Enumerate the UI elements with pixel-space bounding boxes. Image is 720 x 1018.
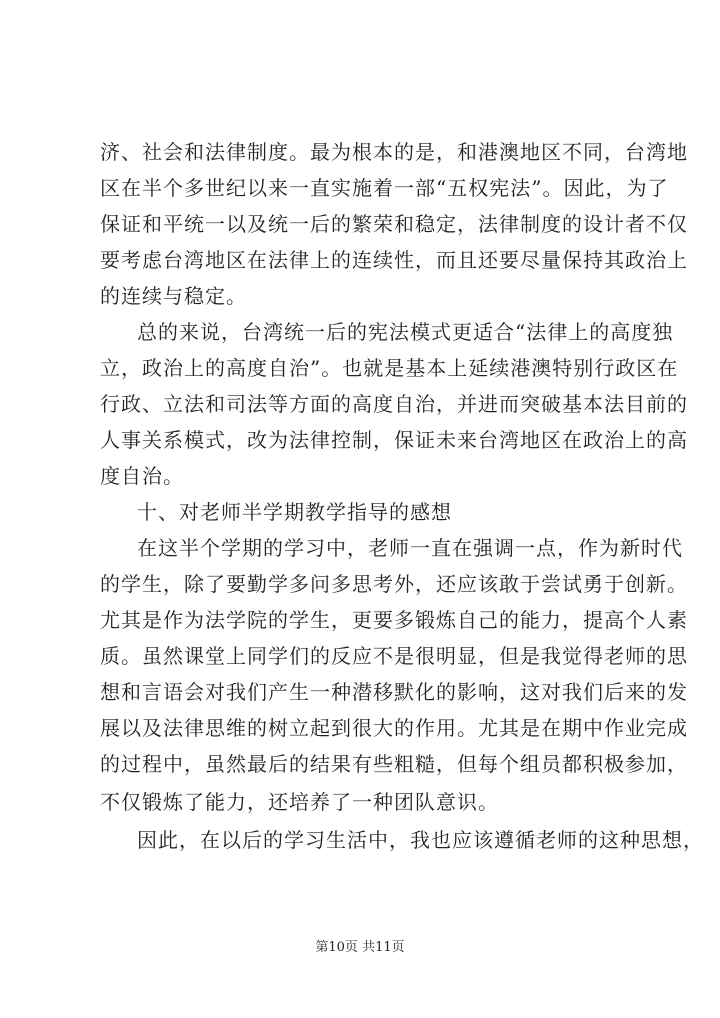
- text-line: 立，政治上的高度自治”。也就是基本上延续港澳特别行政区在: [100, 356, 679, 380]
- text-line: 济、社会和法律制度。最为根本的是，和港澳地区不同，台湾地: [100, 140, 688, 164]
- text-line: 想和言语会对我们产生一种潜移默化的影响，这对我们后来的发: [100, 680, 688, 704]
- text-line: 的过程中，虽然最后的结果有些粗糙，但每个组员都积极参加，: [100, 752, 688, 776]
- text-line: 保证和平统一以及统一后的繁荣和稳定，法律制度的设计者不仅: [100, 212, 688, 236]
- text-line: 十、对老师半学期教学指导的感想: [137, 500, 452, 524]
- text-line: 尤其是作为法学院的学生，更要多锻炼自己的能力，提高个人素: [100, 608, 688, 632]
- page-footer: 第10页 共11页: [315, 940, 405, 955]
- text-line: 总的来说，台湾统一后的宪法模式更适合“法律上的高度独: [137, 320, 674, 344]
- text-line: 质。虽然课堂上同学们的反应不是很明显，但是我觉得老师的思: [100, 644, 688, 668]
- text-line: 行政、立法和司法等方面的高度自治，并进而突破基本法目前的: [100, 392, 688, 416]
- document-body: [100, 134, 704, 858]
- text-line: 度自治。: [100, 464, 184, 488]
- text-line: 人事关系模式，改为法律控制，保证未来台湾地区在政治上的高: [100, 428, 688, 452]
- text-line: 的连续与稳定。: [100, 284, 247, 308]
- text-line: 要考虑台湾地区在法律上的连续性，而且还要尽量保持其政治上: [100, 248, 688, 272]
- text-line: 区在半个多世纪以来一直实施着一部“五权宪法”。因此，为了: [100, 176, 669, 200]
- text-line: 的学生，除了要勤学多问多思考外，还应该敢于尝试勇于创新。: [100, 572, 688, 596]
- text-line: 在这半个学期的学习中，老师一直在强调一点，作为新时代: [137, 536, 683, 560]
- text-line: 不仅锻炼了能力，还培养了一种团队意识。: [100, 790, 499, 814]
- text-line: 展以及法律思维的树立起到很大的作用。尤其是在期中作业完成: [100, 716, 688, 740]
- text-line: 因此，在以后的学习生活中，我也应该遵循老师的这种思想，: [137, 828, 704, 852]
